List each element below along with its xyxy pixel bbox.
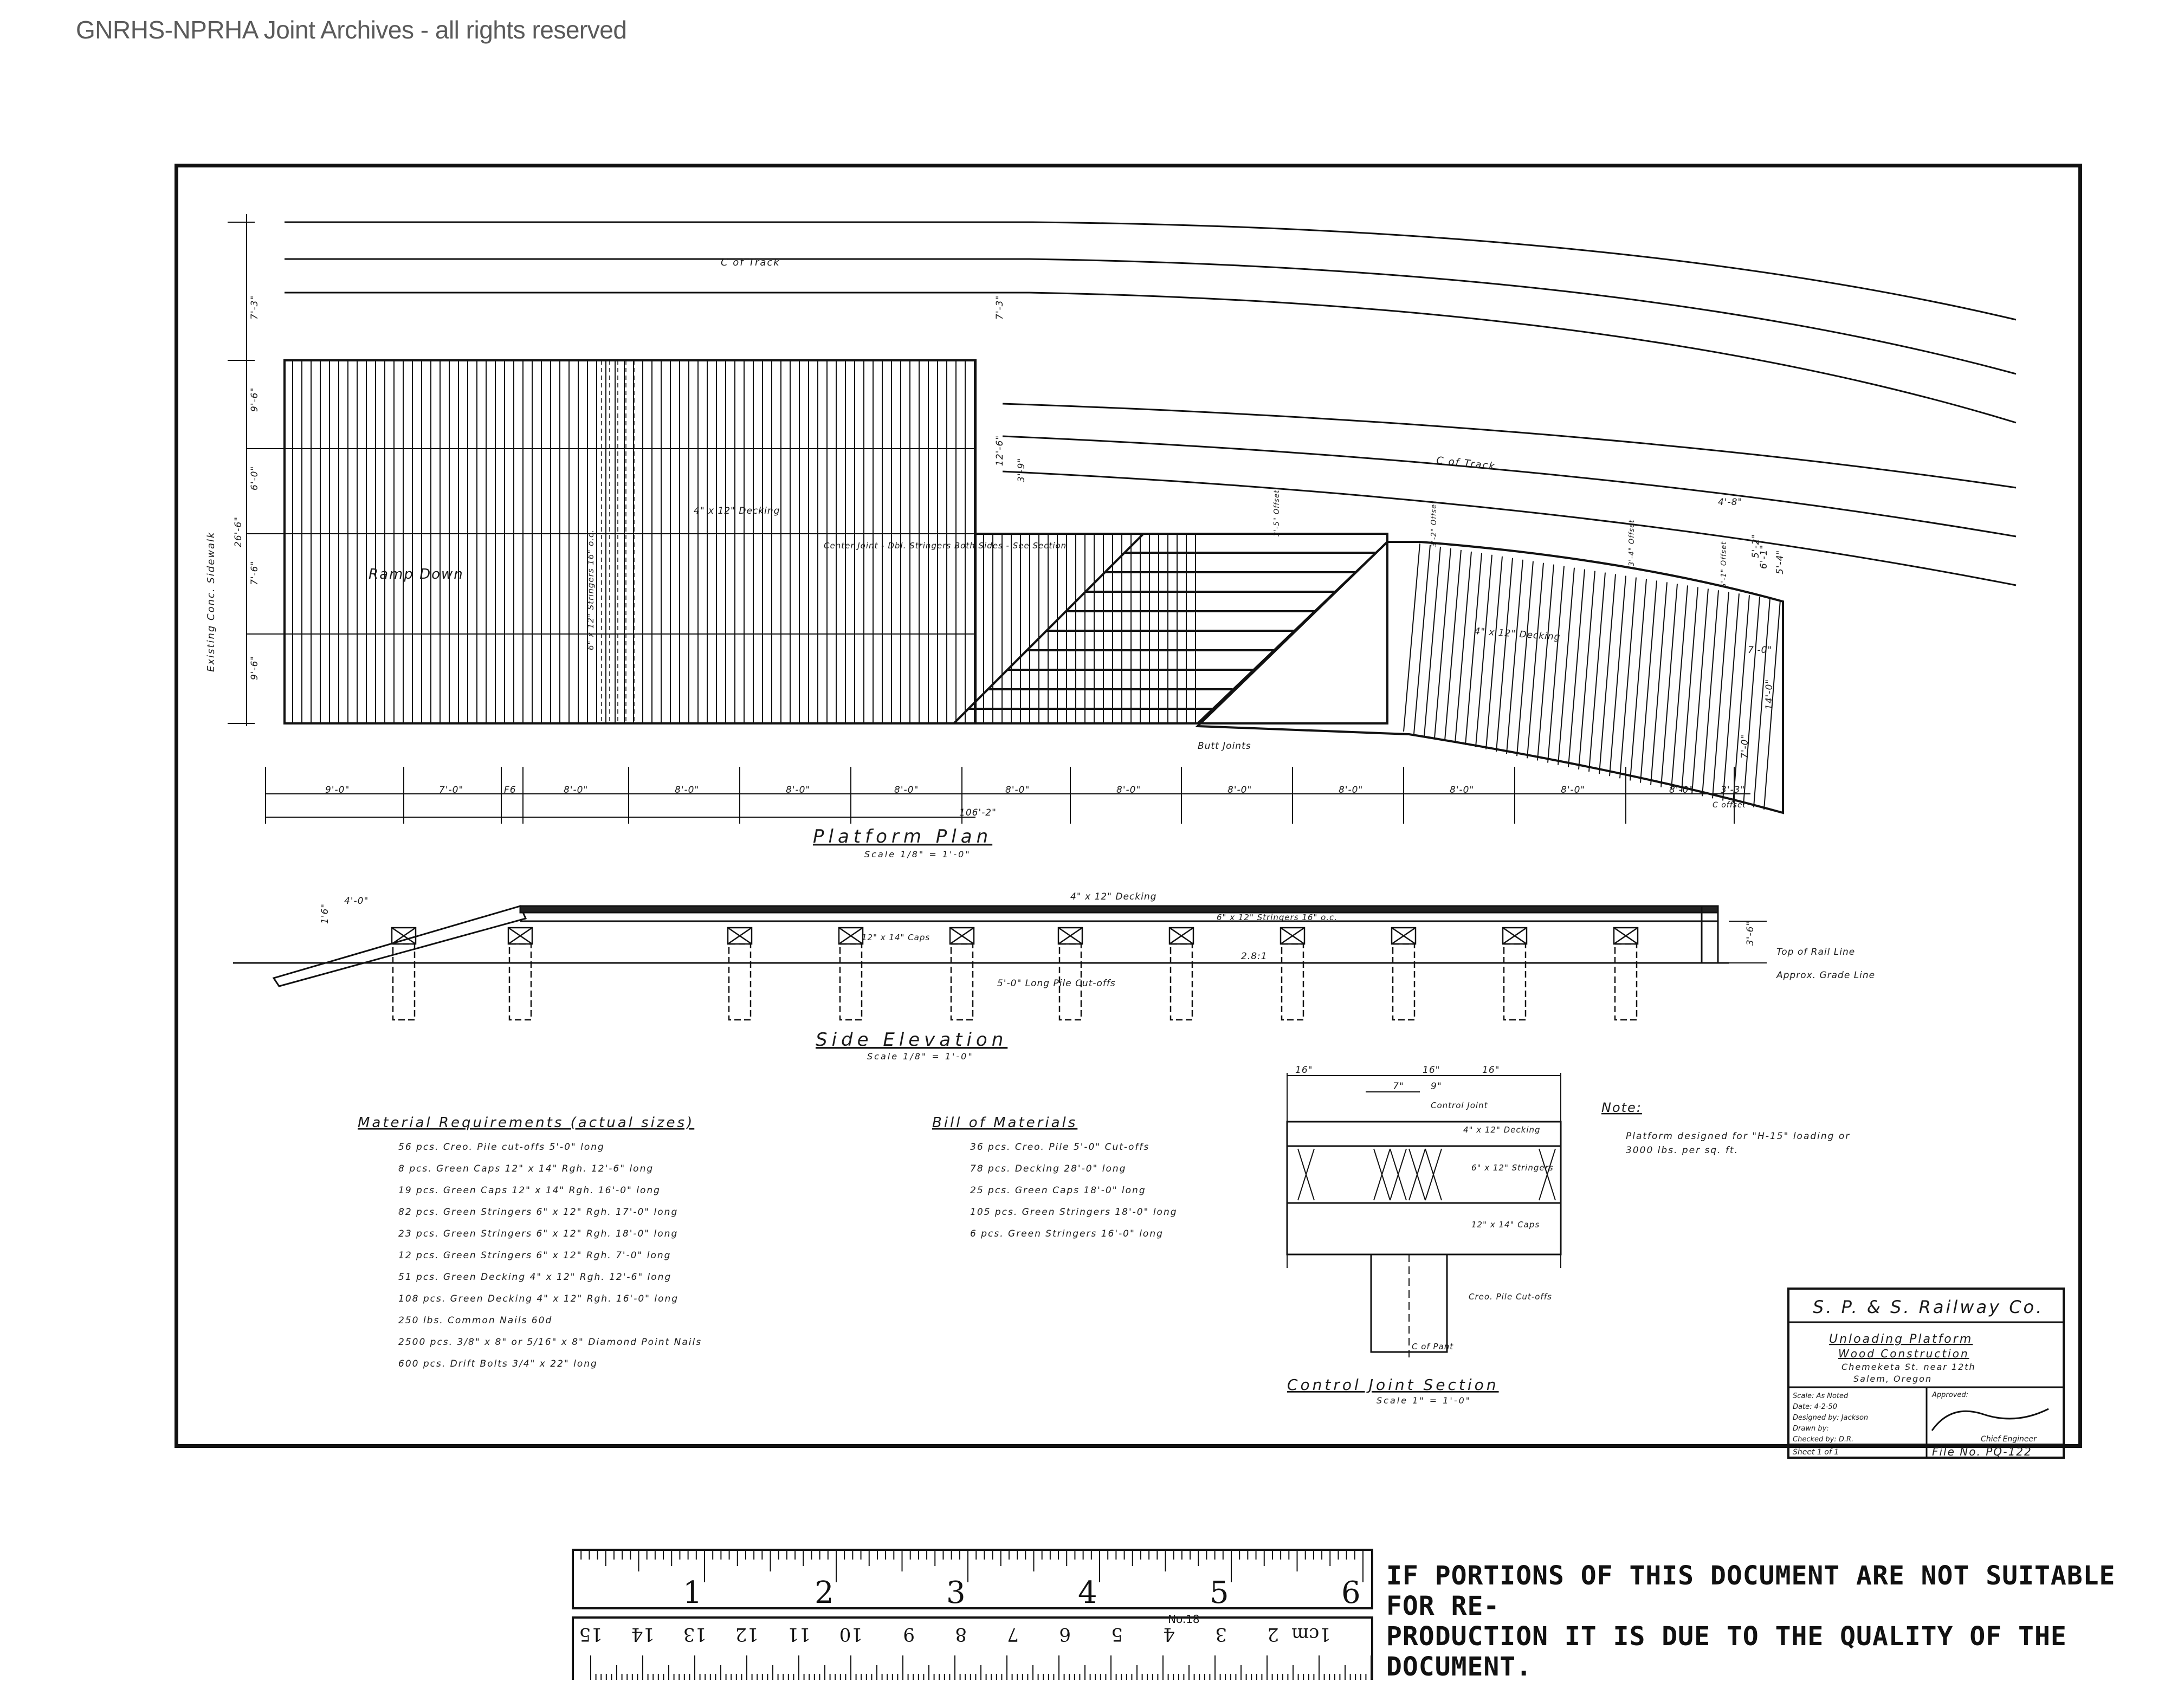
track-dim-2: 3'-9": [1016, 457, 1027, 482]
bill-of-materials-title: Bill of Materials: [932, 1115, 1078, 1131]
cm-number-0: 1cm: [1291, 1623, 1331, 1645]
bill-row-4: 6 pcs. Green Stringers 16'-0" long: [970, 1228, 1164, 1239]
center-joint-label: Center Joint - Dbl. Stringers Both Sides - See Section: [824, 541, 1067, 551]
cm-number-5: 6: [1059, 1623, 1071, 1645]
pile-support: [392, 928, 416, 1020]
material-row-8: 250 lbs. Common Nails 60d: [398, 1315, 553, 1326]
side-elevation-scale: Scale 1/8" = 1'-0": [867, 1051, 974, 1062]
material-row-10: 600 pcs. Drift Bolts 3/4" x 22" long: [398, 1358, 598, 1369]
control-joint-section: [1287, 1073, 1561, 1360]
company-name: S. P. & S. Railway Co.: [1813, 1297, 2044, 1317]
sidewalk-label: Existing Conc. Sidewalk: [205, 531, 217, 672]
elev-stringers-label: 6" x 12" Stringers 16" o.c.: [1217, 913, 1338, 922]
section-dim-1: 16": [1423, 1065, 1440, 1076]
bill-of-materials: [932, 1115, 1178, 1239]
side-elevation: [233, 906, 1767, 1020]
side-elevation-labels: [320, 891, 1875, 1062]
tb-chief-engineer: Chief Engineer: [1981, 1435, 2037, 1444]
bill-row-1: 78 pcs. Decking 28'-0" long: [970, 1163, 1127, 1174]
inch-number-2: 2: [815, 1575, 834, 1610]
bottom-dim-13: 8'-0": [1669, 785, 1694, 795]
material-row-1: 8 pcs. Green Caps 12" x 14" Rgh. 12'-6" long: [398, 1163, 654, 1174]
track-curve: [1003, 471, 2016, 585]
drawing-title-2: Wood Construction: [1838, 1347, 1969, 1360]
control-joint-section-title: Control Joint Section: [1287, 1376, 1499, 1394]
decking-label-2: 4" x 12" Decking: [1474, 626, 1561, 643]
bottom-dim-8: 8'-0": [1116, 785, 1141, 795]
track-curve: [1003, 404, 2016, 488]
control-joint-section-labels: [1287, 1065, 1554, 1406]
offset-label-2: 3'-4" Offset: [1628, 519, 1636, 566]
material-row-6: 51 pcs. Green Decking 4" x 12" Rgh. 12'-6" long: [398, 1272, 672, 1283]
pile-support: [728, 928, 752, 1020]
archive-header-note: GNRHS-NPRHA Joint Archives - all rights reserved: [76, 16, 627, 44]
sec-control-joint-label: Control Joint: [1431, 1101, 1488, 1110]
track-curve: [1030, 259, 2016, 374]
offset-label-1: 3'-2" Offset: [1430, 500, 1438, 547]
cm-number-13: 14: [631, 1623, 655, 1645]
ramp-length-label: 4'-0": [344, 896, 369, 907]
left-dim-0: 7'-3": [249, 295, 260, 320]
cm-number-4: 5: [1111, 1623, 1123, 1645]
bottom-dim-3: 8'-0": [564, 785, 589, 795]
tb-drawn: Drawn by:: [1793, 1425, 1829, 1433]
material-requirements-title: Material Requirements (actual sizes): [358, 1115, 695, 1131]
left-dim-3: 26'-6": [233, 516, 244, 547]
elevation-supports: [392, 928, 1638, 1020]
bottom-dim-9: 8'-0": [1227, 785, 1252, 795]
platform-plan: [228, 214, 2016, 824]
material-requirements: [358, 1115, 702, 1369]
cm-number-3: 4: [1163, 1623, 1175, 1645]
end-bulkhead: [1702, 906, 1718, 963]
section-dim-3: 7": [1393, 1081, 1404, 1092]
ramp-down-label: Ramp Down: [369, 566, 464, 583]
tb-designed: Designed by: Jackson: [1793, 1414, 1869, 1422]
section-dim-4: 9": [1431, 1081, 1442, 1092]
pile-support: [1614, 928, 1638, 1020]
disclaimer-line-1: IF PORTIONS OF THIS DOCUMENT ARE NOT SUITABLE FOR RE-: [1386, 1561, 2116, 1621]
track-curve: [1003, 436, 2016, 536]
stringers-label: 6" x 12" Stringers 16" o.c.: [586, 529, 596, 650]
middle-deck-planks: [984, 534, 1196, 723]
ramp-deck: [274, 906, 526, 986]
inch-number-6: 6: [1341, 1575, 1361, 1610]
bottom-dim-12: 8'-0": [1561, 785, 1586, 795]
material-row-4: 23 pcs. Green Stringers 6" x 12" Rgh. 18'-0" long: [398, 1228, 679, 1239]
bottom-dim-14: 3'-3": [1721, 785, 1746, 795]
sec-decking-label: 4" x 12" Decking: [1463, 1125, 1541, 1135]
elev-piles-label: 5'-0" Long Pile Cut-offs: [997, 978, 1116, 989]
offset-label-0: 3'-5" Offset: [1273, 489, 1281, 536]
control-joint-section-scale: Scale 1" = 1'-0": [1377, 1395, 1472, 1406]
track-dimension-labels: [994, 295, 1027, 482]
material-row-2: 19 pcs. Green Caps 12" x 14" Rgh. 16'-0" long: [398, 1185, 661, 1196]
bottom-dim-10: 8'-0": [1339, 785, 1364, 795]
tb-approved: Approved:: [1932, 1391, 1969, 1399]
left-dim-5: 9'-6": [249, 655, 260, 680]
inch-number-1: 1: [683, 1575, 702, 1610]
right-dim-6: 7'-0": [1740, 734, 1750, 759]
location-1: Chemeketa St. near 12th: [1841, 1362, 1976, 1372]
right-dim-0: 4'-8": [1718, 497, 1743, 508]
tb-scale: Scale: As Noted: [1793, 1392, 1849, 1400]
grade-label: Approx. Grade Line: [1776, 970, 1876, 981]
bottom-dim-7: 8'-0": [1005, 785, 1030, 795]
sec-caps-label: 12" x 14" Caps: [1471, 1220, 1540, 1230]
cm-number-10: 11: [787, 1623, 811, 1645]
right-dimension-labels: [1718, 497, 1786, 759]
ruler: [573, 1550, 1372, 1680]
material-row-3: 82 pcs. Green Stringers 6" x 12" Rgh. 17'-0" long: [398, 1207, 679, 1218]
bottom-dim-2: F6: [504, 785, 516, 795]
tb-sheet: Sheet 1 of 1: [1793, 1448, 1839, 1457]
left-dim-2: 6'-0": [249, 465, 260, 490]
reproduction-disclaimer: [1386, 1561, 2145, 1682]
right-dim-4: 7'-0": [1748, 645, 1773, 656]
section-stringer-crosses: [1298, 1149, 1555, 1200]
inch-number-3: 3: [946, 1575, 966, 1610]
cm-number-12: 13: [683, 1623, 707, 1645]
sec-center-label: C of Pant: [1412, 1342, 1454, 1351]
bottom-dim-6: 8'-0": [894, 785, 919, 795]
elev-height-label: 3'-6": [1745, 921, 1756, 946]
elev-decking-label: 4" x 12" Decking: [1070, 891, 1157, 902]
pile-support: [508, 928, 532, 1020]
material-row-5: 12 pcs. Green Stringers 6" x 12" Rgh. 7'-0" long: [398, 1250, 671, 1261]
overall-length-label: 106'-2": [959, 807, 997, 818]
decking-label-1: 4" x 12" Decking: [694, 506, 780, 516]
approval-signature: [1932, 1409, 2049, 1431]
right-dim-3: 6'-1": [1759, 544, 1769, 569]
left-dim-1: 9'-6": [249, 387, 260, 412]
tb-file-no: File No. PQ-122: [1932, 1445, 2032, 1458]
right-dim-1: 5'-2": [1750, 533, 1761, 558]
elevation-deck: [520, 906, 1718, 913]
cm-number-9: 10: [839, 1623, 863, 1645]
inch-number-4: 4: [1078, 1575, 1097, 1610]
cm-number-14: 15: [579, 1623, 603, 1645]
right-dim-2: 5'-4": [1775, 549, 1786, 574]
platform-plan-labels: [205, 257, 1786, 859]
section-dim-0: 16": [1295, 1065, 1313, 1076]
bill-row-0: 36 pcs. Creo. Pile 5'-0" Cut-offs: [970, 1142, 1150, 1153]
bottom-dim-11: 8'-0": [1450, 785, 1475, 795]
section-dim-2: 16": [1482, 1065, 1500, 1076]
pile-support: [1503, 928, 1527, 1020]
top-rail-label: Top of Rail Line: [1776, 947, 1856, 958]
pile-support: [1281, 928, 1304, 1020]
pile-support: [1058, 928, 1082, 1020]
drawing-title-1: Unloading Platform: [1829, 1332, 1973, 1346]
ramp-rise-label: 1'6": [320, 903, 331, 924]
note-text-1: Platform designed for "H-15" loading or: [1626, 1131, 1851, 1142]
note-title: Note:: [1601, 1100, 1642, 1115]
track-curve: [1030, 293, 2016, 423]
slope-label: 2.8:1: [1241, 951, 1268, 962]
sec-pile-label: Creo. Pile Cut-offs: [1469, 1292, 1552, 1302]
cm-number-2: 3: [1215, 1623, 1227, 1645]
track-dim-1: 12'-6": [994, 435, 1005, 466]
left-dim-4: 7'-6": [249, 560, 260, 585]
pile-support: [1169, 928, 1193, 1020]
cm-number-7: 8: [955, 1623, 967, 1645]
bottom-dim-5: 8'-0": [786, 785, 811, 795]
ruler-brand: No.18: [1168, 1613, 1200, 1626]
middle-platform-outline: [975, 534, 1387, 723]
material-row-9: 2500 pcs. 3/8" x 8" or 5/16" x 8" Diamond Point Nails: [398, 1337, 702, 1348]
location-2: Salem, Oregon: [1853, 1374, 1933, 1384]
offset-label: C offset: [1713, 801, 1747, 810]
cm-number-11: 12: [735, 1623, 759, 1645]
tb-checked: Checked by: D.R.: [1793, 1435, 1854, 1444]
sec-stringers-label: 6" x 12" Stringers: [1471, 1163, 1554, 1173]
design-note: [1601, 1100, 1850, 1156]
right-dim-5: 14'-0": [1764, 678, 1775, 710]
curved-platform-outline: [1198, 542, 1783, 813]
track-dim-0: 7'-3": [994, 295, 1005, 320]
cm-number-1: 2: [1267, 1623, 1279, 1645]
bottom-dim-1: 7'-0": [439, 785, 464, 795]
cm-number-6: 7: [1007, 1623, 1019, 1645]
side-elevation-title: Side Elevation: [816, 1029, 1008, 1051]
title-block-labels: [1793, 1297, 2044, 1458]
butt-joints-label: Butt Joints: [1198, 741, 1251, 752]
note-text-2: 3000 lbs. per sq. ft.: [1626, 1145, 1739, 1156]
cm-number-8: 9: [903, 1623, 915, 1645]
track-label-top: C of Track: [721, 257, 780, 268]
pile-support: [839, 928, 863, 1020]
pile-support: [1392, 928, 1416, 1020]
bottom-dim-4: 8'-0": [675, 785, 700, 795]
material-row-0: 56 pcs. Creo. Pile cut-offs 5'-0" long: [398, 1142, 605, 1153]
offset-label-3: 6'-1" Offset: [1720, 541, 1728, 588]
platform-plan-title: Platform Plan: [813, 826, 993, 848]
track-label-mid: C of Track: [1436, 455, 1496, 473]
pile-support: [950, 928, 974, 1020]
track-curve: [1030, 222, 2016, 320]
material-row-7: 108 pcs. Green Decking 4" x 12" Rgh. 16'-0" long: [398, 1293, 679, 1304]
platform-plan-scale: Scale 1/8" = 1'-0": [864, 849, 971, 859]
disclaimer-line-2: PRODUCTION IT IS DUE TO THE QUALITY OF THE DOCUMENT.: [1386, 1621, 2067, 1682]
tb-date: Date: 4-2-50: [1793, 1403, 1838, 1411]
bottom-dim-0: 9'-0": [325, 785, 350, 795]
bill-row-3: 105 pcs. Green Stringers 18'-0" long: [970, 1207, 1178, 1218]
inch-number-5: 5: [1210, 1575, 1229, 1610]
elev-caps-label: 12" x 14" Caps: [862, 933, 931, 942]
bill-row-2: 25 pcs. Green Caps 18'-0" long: [970, 1185, 1146, 1196]
